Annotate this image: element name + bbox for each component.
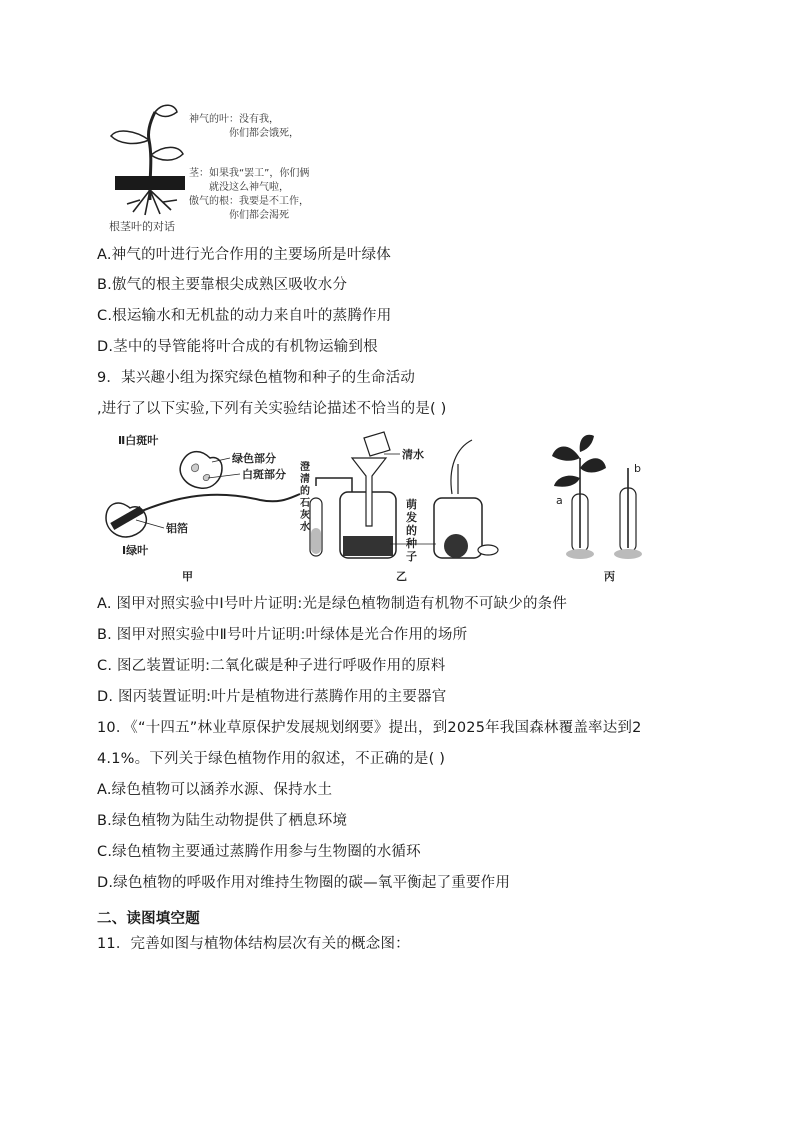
svg-text:发: 发 xyxy=(406,511,417,524)
q11-stem: 11．完善如图与植物体结构层次有关的概念图： xyxy=(97,936,410,952)
svg-text:水: 水 xyxy=(300,522,310,533)
label-b: b xyxy=(634,462,641,475)
figure-yi xyxy=(300,432,498,583)
base-b xyxy=(614,549,642,559)
svg-text:灰: 灰 xyxy=(300,510,310,521)
caption-bing: 丙 xyxy=(604,570,615,583)
speech-root-2: 你们都会渴死 xyxy=(229,210,289,221)
section-heading: 二、读图填空题 xyxy=(97,911,200,927)
q9-stem-2: ,进行了以下实验,下列有关实验结论描述不恰当的是( ) xyxy=(97,401,447,417)
q10-option-a: A.绿色植物可以涵养水源、保持水土 xyxy=(97,782,333,798)
figure-caption: 根茎叶的对话 xyxy=(109,220,175,233)
plant-leaf xyxy=(151,147,183,160)
plant-leaf xyxy=(155,105,177,116)
label-leaf1: Ⅰ绿叶 xyxy=(122,544,149,557)
label-leaf2: Ⅱ白斑叶 xyxy=(118,434,159,447)
germinating-seeds-jar xyxy=(343,536,393,556)
label-limewater xyxy=(300,460,310,533)
svg-text:的: 的 xyxy=(406,524,417,537)
q9-stem-1: 9．某兴趣小组为探究绿色植物和种子的生命活动 xyxy=(97,370,416,386)
svg-text:萌: 萌 xyxy=(406,498,417,511)
beaker xyxy=(364,432,390,456)
speech-leaf-2: 你们都会饿死， xyxy=(229,128,299,139)
q9-option-b: B. 图甲对照实验中Ⅱ号叶片证明:叶绿体是光合作用的场所 xyxy=(97,627,468,643)
label-a: a xyxy=(556,494,563,507)
caption-yi: 乙 xyxy=(396,570,407,583)
q10-option-b: B.绿色植物为陆生动物提供了栖息环境 xyxy=(97,813,348,829)
speech-stem-2: 就没这么神气啦， xyxy=(209,182,289,193)
q8-option-c: C.根运输水和无机盐的动力来自叶的蒸腾作用 xyxy=(97,308,392,324)
figure-jia xyxy=(106,433,300,583)
soil xyxy=(115,176,185,190)
delivery-tube xyxy=(316,478,352,492)
speech-stem-1: 茎：如果我“罢工”，你们俩 xyxy=(189,168,310,179)
label-foil: 铝箔 xyxy=(166,522,188,535)
q9-option-d: D. 图丙装置证明:叶片是植物进行蒸腾作用的主要器官 xyxy=(97,689,447,705)
q9-experiment-figure xyxy=(100,428,660,588)
q10-stem-2: 4.1%。下列关于绿色植物作用的叙述，不正确的是( ) xyxy=(97,751,446,767)
plant-dialogue-figure xyxy=(105,100,345,235)
lid xyxy=(478,545,498,555)
label-water: 清水 xyxy=(402,448,424,461)
label-seeds xyxy=(405,497,417,563)
q8-option-d: D.茎中的导管能将叶合成的有机物运输到根 xyxy=(97,339,378,355)
q10-option-c: C.绿色植物主要通过蒸腾作用参与生物圈的水循环 xyxy=(97,844,421,860)
speech-root-1: 傲气的根：我要是不工作， xyxy=(189,196,309,207)
q8-option-a: A.神气的叶进行光合作用的主要场所是叶绿体 xyxy=(97,247,391,263)
q10-option-d: D.绿色植物的呼吸作用对维持生物圈的碳—氧平衡起了重要作用 xyxy=(97,875,511,891)
plant-roots xyxy=(127,190,177,215)
q9-option-a: A. 图甲对照实验中Ⅰ号叶片证明:光是绿色植物制造有机物不可缺少的条件 xyxy=(97,596,568,612)
limewater xyxy=(311,528,321,554)
label-white-part: 白斑部分 xyxy=(242,468,286,481)
speech-leaf-1: 神气的叶：没有我， xyxy=(189,114,279,125)
svg-text:子: 子 xyxy=(406,550,417,563)
seed-pile xyxy=(444,534,468,558)
q9-option-c: C. 图乙装置证明:二氧化碳是种子进行呼吸作用的原料 xyxy=(97,658,446,674)
svg-text:石: 石 xyxy=(300,498,310,509)
label-green-part: 绿色部分 xyxy=(232,452,276,465)
caption-jia: 甲 xyxy=(182,570,193,583)
svg-text:清: 清 xyxy=(300,474,310,485)
svg-text:的: 的 xyxy=(300,486,310,497)
svg-text:种: 种 xyxy=(406,537,417,550)
base-a xyxy=(566,549,594,559)
figure-bing xyxy=(552,435,642,583)
plant-leaf xyxy=(111,131,149,143)
q10-stem-1: 10．《“十四五”林业草原保护发展规划纲要》提出，到2025年我国森林覆盖率达到2 xyxy=(97,720,642,736)
variegated-leaf xyxy=(180,452,222,489)
branch xyxy=(130,494,300,516)
plant-a-leaves xyxy=(552,435,606,487)
hand-candle xyxy=(451,440,472,494)
q8-option-b: B.傲气的根主要靠根尖成熟区吸收水分 xyxy=(97,277,348,293)
svg-text:澄: 澄 xyxy=(300,462,310,473)
